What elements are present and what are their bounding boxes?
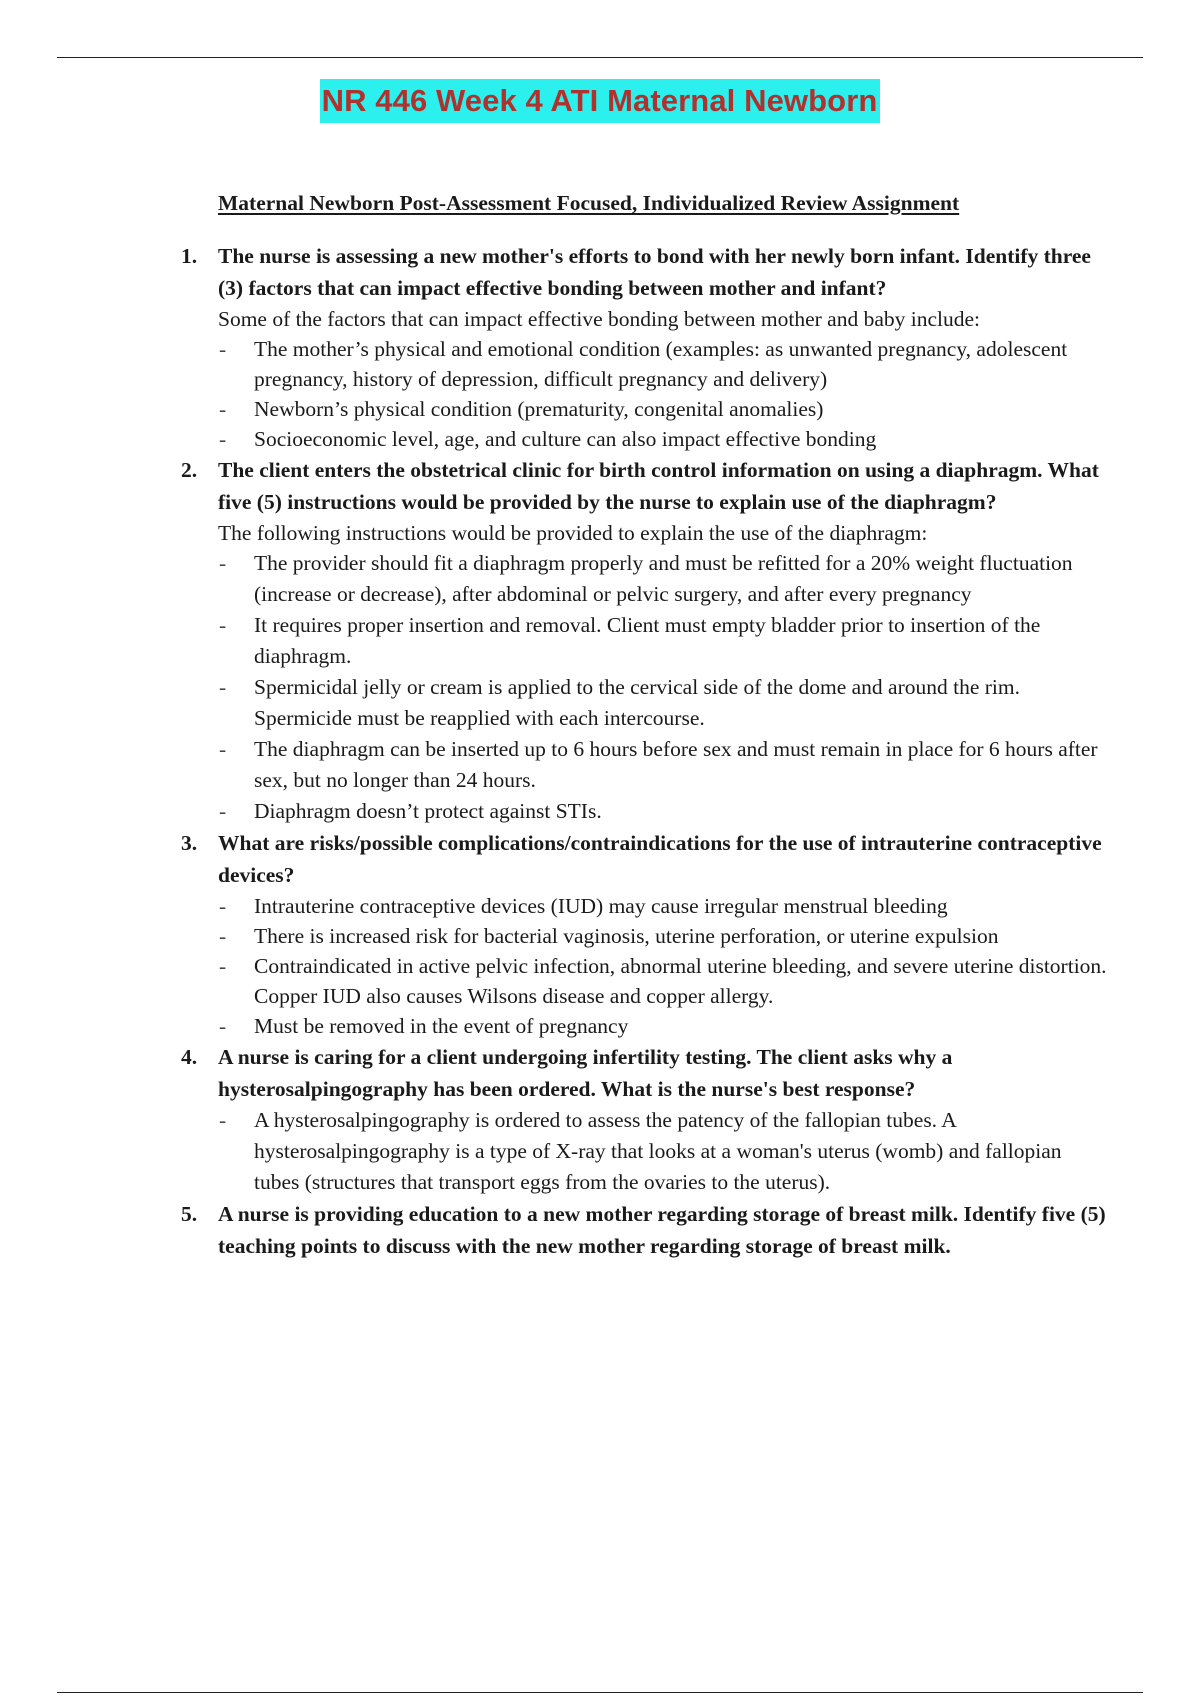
answer-text: The diaphragm can be inserted up to 6 hours before sex and must remain in place for 6 hours after sex, but no longer than 24 hours. (254, 737, 1098, 792)
question-list (176, 240, 1108, 1262)
answer-item (218, 548, 1108, 610)
question-text: What are risks/possible complications/contraindications for the use of intrauterine contraceptive devices? (218, 831, 1102, 887)
question-text: The nurse is assessing a new mother's efforts to bond with her newly born infant. Identify three (3) factors that can impact effective bonding between mother and infant? (218, 244, 1091, 300)
answer-text: It requires proper insertion and removal. Client must empty bladder prior to insertion of the diaphragm. (254, 613, 1041, 668)
question-item (176, 454, 1108, 827)
answer-item (218, 1011, 1108, 1041)
bullet-dash: - (219, 799, 227, 823)
question-text: The client enters the obstetrical clinic for birth control information on using a diaphragm. What five (5) instructions would be provided by the nurse to explain use of the diaphragm? (218, 458, 1099, 514)
question-number: 5. (181, 1202, 198, 1226)
answer-text: The mother’s physical and emotional condition (examples: as unwanted pregnancy, adolescent pregnancy, history of depression, difficult pregnancy and delivery) (254, 337, 1068, 391)
answer-text: There is increased risk for bacterial vaginosis, uterine perforation, or uterine expulsion (254, 924, 999, 948)
title-wrap (0, 79, 1200, 123)
answer-item (218, 921, 1108, 951)
question-text: A nurse is providing education to a new mother regarding storage of breast milk. Identify five (5) teaching points to discuss with the new mother regarding storage of breast milk. (218, 1202, 1106, 1258)
answer-text: Newborn’s physical condition (prematurity, congenital anomalies) (254, 397, 824, 421)
bullet-dash: - (219, 737, 227, 761)
answer-text: Must be removed in the event of pregnancy (254, 1014, 629, 1038)
answer-item (218, 610, 1108, 672)
answer-item (218, 1105, 1108, 1198)
bullet-dash: - (219, 427, 227, 451)
question-number: 2. (181, 458, 198, 482)
answer-text: Diaphragm doesn’t protect against STIs. (254, 799, 602, 823)
document-title: NR 446 Week 4 ATI Maternal Newborn (320, 79, 881, 123)
question-number: 4. (181, 1045, 198, 1069)
answer-text: Contraindicated in active pelvic infection, abnormal uterine bleeding, and severe uterine distortion. Copper IUD also causes Wilsons disease and copper allergy. (254, 954, 1107, 1008)
bullet-dash: - (219, 894, 227, 918)
answer-text: A hysterosalpingography is ordered to assess the patency of the fallopian tubes. A hysterosalpingography is a type of X-ray that looks at a woman's uterus (womb) and fallopian tubes (structures that transport eggs from the ovaries to the uterus). (254, 1108, 1062, 1194)
answer-text: Spermicidal jelly or cream is applied to the cervical side of the dome and around the rim. Spermicide must be reapplied with each intercourse. (254, 675, 1020, 730)
answer-list (218, 1105, 1108, 1198)
answer-item (218, 734, 1108, 796)
answer-intro: Some of the factors that can impact effective bonding between mother and baby include: (218, 307, 980, 331)
answer-item (218, 951, 1108, 1011)
answer-intro: The following instructions would be provided to explain the use of the diaphragm: (218, 521, 928, 545)
bullet-dash: - (219, 675, 227, 699)
question-item (176, 1198, 1108, 1262)
answer-list (218, 334, 1108, 454)
answer-text: Intrauterine contraceptive devices (IUD) may cause irregular menstrual bleeding (254, 894, 948, 918)
bullet-dash: - (219, 954, 227, 978)
bullet-dash: - (219, 924, 227, 948)
answer-item (218, 424, 1108, 454)
header-rule (57, 57, 1143, 58)
answer-item (218, 891, 1108, 921)
answer-item (218, 672, 1108, 734)
question-item (176, 1041, 1108, 1198)
answer-text: The provider should fit a diaphragm properly and must be refitted for a 20% weight fluctuation (increase or decrease), after abdominal or pelvic surgery, and after every pregnancy (254, 551, 1073, 606)
footer-rule (57, 1692, 1143, 1693)
answer-list (218, 548, 1108, 827)
answer-item (218, 334, 1108, 394)
bullet-dash: - (219, 397, 227, 421)
question-item (176, 240, 1108, 454)
question-number: 3. (181, 831, 198, 855)
question-number: 1. (181, 244, 198, 268)
answer-item (218, 394, 1108, 424)
question-item (176, 827, 1108, 1041)
answer-text: Socioeconomic level, age, and culture can also impact effective bonding (254, 427, 877, 451)
bullet-dash: - (219, 551, 227, 575)
bullet-dash: - (219, 1014, 227, 1038)
question-text: A nurse is caring for a client undergoing infertility testing. The client asks why a hysterosalpingography has been ordered. What is the nurse's best response? (218, 1045, 953, 1101)
bullet-dash: - (219, 337, 227, 361)
document-body (176, 188, 1108, 1262)
bullet-dash: - (219, 1108, 227, 1132)
answer-list (218, 891, 1108, 1041)
assignment-subtitle: Maternal Newborn Post-Assessment Focused, Individualized Review Assignment (218, 191, 960, 215)
bullet-dash: - (219, 613, 227, 637)
answer-item (218, 796, 1108, 827)
